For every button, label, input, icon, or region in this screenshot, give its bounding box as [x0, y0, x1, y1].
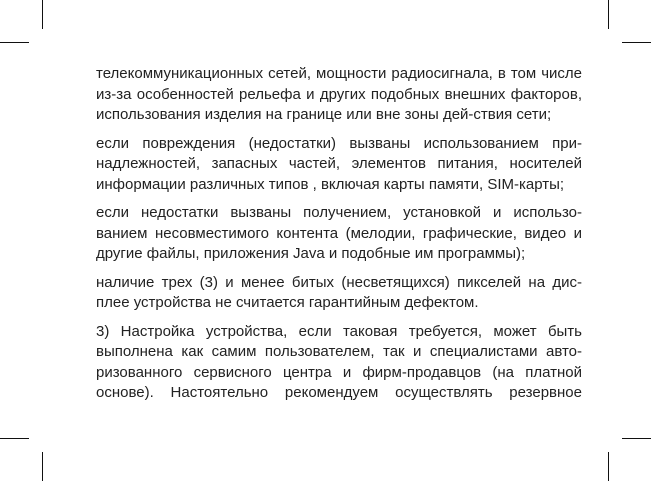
- crop-mark-bottom-right-vertical: [608, 452, 609, 481]
- crop-mark-top-left-vertical: [42, 0, 43, 29]
- paragraph-network-conditions: телекоммуникационных сетей, мощности радиосигнала, в том числе из-за особенностей рельефа и других подобных внешних факторов, использования изделия на границе или вне зоны дей-ствия сети;: [96, 65, 582, 123]
- crop-mark-top-left-horizontal: [0, 42, 29, 43]
- paragraph-incompatible-content: если недостатки вызваны получением, установкой и использо-ванием несовместимого контента (мелодии, графические, видео и другие файлы, приложения Java и подобные им программы);: [96, 204, 582, 262]
- paragraph-accessories-damage: если повреждения (недостатки) вызваны использованием при-надлежностей, запасных частей, элементов питания, носителей информации различных типов , включая карты памяти, SIM-карты;: [96, 134, 582, 193]
- document-body: [96, 64, 582, 412]
- crop-mark-top-right-vertical: [608, 0, 609, 29]
- paragraph-dead-pixels: наличие трех (3) и менее битых (несветящихся) пикселей на дис-плее устройства не считается гарантийным дефектом.: [96, 273, 582, 311]
- crop-mark-bottom-left-vertical: [42, 452, 43, 481]
- crop-mark-bottom-left-horizontal: [0, 438, 29, 439]
- crop-mark-bottom-right-horizontal: [622, 438, 651, 439]
- crop-mark-top-right-horizontal: [622, 42, 651, 43]
- paragraph-device-setup: 3) Настройка устройства, если таковая требуется, может быть выполнена как самим пользователем, так и специалистами авто-ризованного сервисного центра и фирм-продавцов (на платной основе). Настоятельно рекомендуем осуществлять резервное: [96, 322, 582, 401]
